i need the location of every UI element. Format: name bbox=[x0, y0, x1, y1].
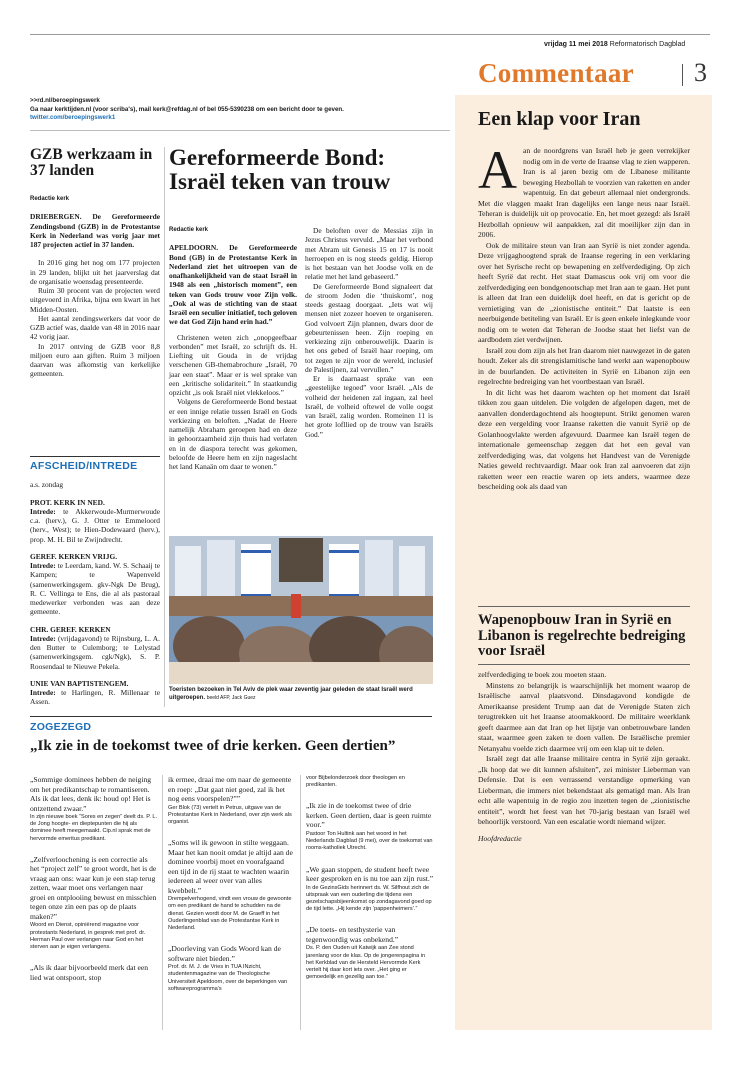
tel-aviv-hall-image bbox=[169, 536, 433, 684]
quote: „We gaan stoppen, de student heeft twee keer gesproken en is nu toe aan zijn rust.” bbox=[306, 864, 434, 884]
dropcap: A bbox=[478, 140, 517, 200]
contact-divider bbox=[30, 130, 450, 131]
afscheid-entry: CHR. GEREF. KERKEN Intrede: (vrijdagavond) te Rijnsburg, L. A. den Butter te Culemborg; te Lelystad (samenwerkingsgem. cgk/Ngk), S. P. Roosendaal te Nieuwe Pekela. bbox=[30, 624, 160, 671]
quote-source: Prof. dr. M. J. de Vries in TUA INzicht, studentenmagazine van de Theologische Universiteit Apeldoorn, over de beperkingen van softwareprogramma’s bbox=[168, 964, 288, 992]
gzb-paragraph: In 2017 ontving de GZB voor 8,8 miljoen euro aan giften. Ruim 3 miljoen daarvan was afkomstig van kerkelijke gemeenten. bbox=[30, 341, 160, 379]
gzb-headline: GZB werkzaam in 37 landen bbox=[30, 146, 153, 179]
contact-instructions: Ga naar kerktijden.nl (voor scriba's), mail kerk@refdag.nl of bel 055-5390238 om een bericht door te geven. bbox=[30, 105, 344, 113]
gzb-article bbox=[30, 195, 160, 379]
afscheid-block bbox=[30, 462, 160, 707]
afscheid-heading: AFSCHEID/INTREDE bbox=[30, 460, 138, 472]
main-headline: Gereformeerde Bond: Israël teken van trouw bbox=[169, 145, 391, 194]
page-number: 3 bbox=[694, 58, 707, 87]
afscheid-rule bbox=[30, 456, 160, 457]
zogezegd-col1 bbox=[30, 775, 158, 983]
quote: „Doorleving van Gods Woord kan de software niet bieden.” bbox=[168, 944, 281, 963]
commentary-paragraph: In dit licht was het daarom wachten op het moment dat Israël tikken zou gaan uitdelen. Die volgden de afgelopen dagen, met de aanvallen donderdagochtend als hoogtepunt. Strikt genomen waren deze een vergelding voor Iraanse raketten die vanuit Syrië op de Golanhoogvlakte werden afgevuurd. Daarmee kan Israël tegen de internationale gemeenschap zeggen dat het een geval van zelfverdediging was, dat volgens het Handvest van de Verenigde Naties geweld rechtvaardigt. Maar ook Iran zal aanvoeren dat zijn raketten weer een reactie waren op iets anders, waarmee deze bescheiding ook als daad van bbox=[478, 387, 690, 491]
section-title: Commentaar bbox=[478, 58, 634, 88]
commentary-paragraph: Aan de noordgrens van Israël heb je geen verrekijker nodig om in de verte de Iraanse vlag te zien wapperen. Iran is al jaren bezig om de Libanese militante beweging Hezbollah te voorzien van raketten en ander wapentuig. En dat gebeurt allemaal niet ondergronds. Met die vlaggen maakt Iran dagelijks een lange neus naar Israël. Teheran is duidelijk uit op provocatie. En, het moet gezegd: als Israël Hezbollah opnieuw wil aanpakken, zal dit moeilijker zijn dan in 2006. bbox=[478, 140, 690, 239]
quote-source: Drempelverhogend, vindt een vrouw de gewoonte om een predikant de hand te schudden na de dienst. Gezien wordt door M. de Graeff in het Ouderlingenblad van de Protestantse Kerk in Nederland. bbox=[168, 896, 292, 931]
main-paragraph: Er is daarnaast sprake van een „geestelijke tegoed” voor Israël. „Als de volheid der heidenen zal ingaan, zal heel Israël, de volheid oftewel de volle oogst van Israël, zalig worden. Romeinen 11 is het grote lofllied op de trouw van Israëls God.” bbox=[305, 374, 433, 439]
zogezegd-label: ZOGEZEGD bbox=[30, 721, 92, 733]
main-paragraph: Volgens de Gereformeerde Bond bestaat er een innige relatie tussen Israël en Gods verkiezing en beloften. „Nadat de Heere namelijk Abraham geroepen had en deze in gehoorzaamheid zijn thuis had verlaten en in de diaspora terecht was gekomen, beloofde de Heere hem en zijn nageslacht het land Kanaän om daar te wonen.” bbox=[169, 397, 297, 471]
afscheid-entry: UNIE VAN BAPTISTENGEM. Intrede: te Harlingen, R. Millenaar te Assen. bbox=[30, 678, 160, 707]
zogezegd-rule bbox=[30, 716, 432, 717]
gzb-paragraph: In 2016 ging het nog om 177 projecten in 29 landen, blijkt uit het jaarverslag dat de organisatie woensdag presenteerde. bbox=[30, 258, 160, 286]
quote-source: voor Bijbelonderzoek door theologen en predikanten. bbox=[306, 775, 405, 789]
afscheid-entry: GEREF. KERKEN VRIJG. Intrede: te Leerdam, kand. W. S. Schaaij te Kampen; te Wapenveld (samenwerkingsgem. gkv-Ngk De Brug), R. C. Vellinga te Ens, die al als pastoraal medewerker verbonden was aan deze gemeente. bbox=[30, 551, 160, 617]
main-lead: APELDOORN. De Gereformeerde Bond (GB) in de Protestantse Kerk in Nederland ziet het uitroepen van de onafhankelijkheid van de staat Israël in 1948 als een „historisch moment”, een teken van Gods trouw voor Zijn volk. „Ook al was de stichting van de staat Israël een seculier initiatief, toch geloven we dat God Zijn hand erin had.” bbox=[169, 243, 297, 327]
pull-quote: Wapenopbouw Iran in Syrië en Libanon is regelrechte bedreiging voor Israël bbox=[478, 612, 686, 659]
commentary-paragraph: Israël zegt dat alle Iraanse militaire centra in Syrië zijn geraakt. „Ik hoop dat we dit kunnen afsluiten”, zei minister Lieberman van Defensie. Dat is een verrassend verstandige opmerking van Lieberman, die immers niet bekendstaat als gematigd man. Als Iran echt alle wapentuig in de regio zou inzetten tegen de „zionistische entiteit”, wordt het feest van het 70-jarig bestaan van Israël wel behoorlijk verstoord. Van een escalatie wordt niemand wijzer. bbox=[478, 754, 690, 826]
pull-rule-bottom bbox=[478, 664, 690, 665]
twitter-link[interactable]: twitter.com/beroepingswerk1 bbox=[30, 114, 116, 121]
main-paragraph: Christenen weten zich „onopgeefbaar verbonden” met Israël, zo schrijft ds. H. Liefting uit Gouda in de vrijdag verschenen GB-themabrochure „Israël, 70 jaar een staat”. Maar er is wel sprake van een „kritische solidariteit.” In staatkundig opzicht „is ook Israël niet vlekkeloos.” bbox=[169, 332, 297, 397]
afscheid-entry: PROT. KERK IN NED. Intrede: te Akkerwoude-Murmerwoude c.a. (herv.), G. J. Otter te Emmeloord (herv., West); te Hien-Dodewaard (herv.), prop. M. H. Bil te Zwijndrecht. bbox=[30, 497, 160, 544]
quote-source: In zijn nieuwe boek “Sores en zegen” deelt ds. P. L. de Jong hoogte- en dieptepunten die hij als dominee heeft meegemaakt. Cip.nl sprak met de hervormde emeritus predikant. bbox=[30, 814, 158, 842]
main-byline: Redactie kerk bbox=[169, 227, 209, 233]
column-divider bbox=[300, 775, 301, 1030]
commentary-body-top bbox=[478, 140, 690, 493]
commentary-body-bottom bbox=[478, 670, 690, 844]
quote-source: Ger Blok (73) vertelt in Petrus, uitgave van de Protestantse Kerk in Nederland, over zijn werk als organist. bbox=[168, 804, 292, 825]
quote: ik ermee, draai me om naar de gemeente en roep: „Dat gaat niet goed, zal ik het nog eens voorspelen?”” bbox=[168, 775, 292, 803]
contact-url[interactable]: >>rd.nl/beroepingswerk bbox=[30, 97, 100, 104]
dateline: vrijdag 11 mei 2018 Reformatorisch Dagblad bbox=[544, 41, 686, 48]
quote: „Ik zie in de toekomst twee of drie kerken. Geen dertien, daar is geen ruimte voor.” bbox=[306, 801, 432, 830]
article-photo bbox=[169, 536, 433, 684]
zogezegd-headline: „Ik zie in de toekomst twee of drie kerken. Geen dertien” bbox=[30, 738, 396, 754]
commentary-paragraph: Israël zou dom zijn als het Iran daarom niet nauwgezet in de gaten houdt. Zeker als dit strengislamitische land werkt aan wapenopbouw in de buurlanden. De activiteiten in Syrië en Libanon zijn een regelrechte bedreiging van het voortbestaan van Israël. bbox=[478, 345, 690, 386]
commentary-paragraph: Ook de militaire steun van Iran aan Syrië is niet zonder agenda. Deze vrijgaghoogtend sprak de Iraanse regering in een verklaring over het Syrische recht op bewapening en zelfverdediging. Op zich heeft Syrië dat recht. Het staat Damascus ook vrij om voor die zelfverdediging een bondgenootschap met Iran aan te gaan. Het punt is alleen dat Iran een duidelijk doel heeft, en dat is gericht op de vernietiging van de „zionistische entiteit.” Dat laatste is een neerbuigende betiteling van Israël. Er is geen enkele inlegkunde voor nodig om te weten dat Teheran de Joodse staat het liefst van de aardbodem ziet verdwijnen. bbox=[478, 240, 690, 344]
top-rule bbox=[30, 34, 710, 35]
gzb-byline: Redactie kerk bbox=[30, 196, 70, 202]
gzb-lead: DRIEBERGEN. De Gereformeerde Zendingsbond (GZB) in de Protestantse Kerk in Nederland was vorig jaar met 187 projecten actief in 37 landen. bbox=[30, 212, 160, 249]
quote: „Als ik daar bijvoorbeeld merk dat een lied wat ontspoort, stop bbox=[30, 963, 149, 982]
afscheid-intro: a.s. zondag bbox=[30, 480, 64, 490]
page-number-separator bbox=[682, 64, 683, 86]
zogezegd-col3 bbox=[306, 775, 434, 993]
quote-source: Woord en Dienst, opiniërend magazine voor protestants Nederland, in gesprek met prof. dr. Herman Paul over verlangen naar God en het sterven aan je eigen verlangens. bbox=[30, 922, 146, 950]
gzb-paragraph: Het aantal zendingswerkers dat voor de GZB actief was, daalde van 48 in 2016 naar 42 vorig jaar. bbox=[30, 313, 160, 342]
column-divider bbox=[162, 775, 163, 1030]
quote: „Sommige dominees hebben de neiging om het predikantschap te romantiseren. Als ik dat lees, denk ik: houd op! Het is ontzettend zwaar.” bbox=[30, 775, 152, 813]
zogezegd-col2 bbox=[168, 775, 296, 1005]
commentary-signature: Hoofdredactie bbox=[478, 833, 522, 843]
pull-rule-top bbox=[478, 606, 690, 607]
quote-source: Pastoor Ton Hultink aan het woord in het Nederlands Dagblad (9 mei), over de toekomst van rooms-katholiek Utrecht. bbox=[306, 830, 433, 852]
quote: „Zelfverloochening is een correctie als het “project zelf” te groot wordt, het is de vraag aan ons: waar kun je een stap terug zetten, waar moet ons verlangen naar groei en ontplooiing bewust en misschien tegen onze zin een pas op de plaats maken?” bbox=[30, 854, 157, 921]
quote: „De toets- en testhysterie van tegenwoordig was onbekend.” bbox=[306, 925, 399, 944]
commentary-paragraph: Minstens zo belangrijk is waarschijnlijk het moment waarop de Israëlische aanval plaatsvond. Dinsdagavond kondigde de Amerikaanse president Trump aan dat de Verenigde Staten zich terugtrekken uit het Iraanse atoomakkoord. De militaire weerklank geeft daarmee aan dat Iran op het lijstje van onbetrouwbare landen staat, waarmee geen zaken te doen vallen. De Israëlische premier Netanyahu voelde zich daarmee vrij om een klap uit te delen. bbox=[478, 680, 690, 753]
contact-block bbox=[30, 97, 450, 123]
column-divider bbox=[164, 147, 165, 707]
main-paragraph: De Gereformeerde Bond signaleert dat de stroom Joden die ‘thuiskomt’, nog steeds gestaag doorgaat. „Iets wat wij mensen niet zozeer hoeven te organiseren. God volvoert Zijn plannen, dwars door de gebeurtenissen heen. Zijn roeping en verkiezing zijn onberouwelijk. Daarin is het ons gebed of Israël haar roeping, om tot zegen te zijn voor de wereld, inclusief de Palestijnen, zal vervullen.” bbox=[305, 281, 433, 374]
commentary-paragraph: zelfverdediging te boek zou moeten staan. bbox=[478, 670, 607, 679]
gzb-paragraph: Ruim 30 procent van de projecten werd uitgevoerd in Afrika, bijna een kwart in het Midden-Oosten. bbox=[30, 286, 160, 314]
commentary-headline: Een klap voor Iran bbox=[478, 108, 641, 130]
main-article-col2 bbox=[305, 226, 433, 439]
photo-caption: Toeristen bezoeken in Tel Aviv de plek waar zeventig jaar geleden de staat Israël werd uitgeroepen. beeld AFP, Jack Guez bbox=[169, 687, 413, 701]
main-paragraph: De beloften over de Messias zijn in Jezus Christus vervuld. „Maar het verbond met Abram uit Genesis 15 en 17 is nooit herroepen en is nog steeds geldig. Hierop is het bestaan van het Joodse volk en de relatie met het land gebaseerd.” bbox=[305, 226, 433, 282]
quote-source: Ds. P. den Ouden uit Katwijk aan Zee stond jarenlang voor de klas. Op de jongerenpagina in het Kerkblad van de Hersteld Hervormde Kerk vertelt hij daar kort iets over. „Het ging er gemoedelijk en gezellig aan toe.” bbox=[306, 945, 426, 981]
quote: „Soms wil ik gewoon in stilte weggaan. Maar het kan nooit omdat je altijd aan de dominee voorbij moet en voorafgaand een tijd in de rij staat te wachten waarin iedereen al weer over van alles kwebbelt.” bbox=[168, 838, 293, 895]
main-article-col1 bbox=[169, 226, 297, 471]
quote-source: In de GezinsGids herinnert ds. W. Silfhout zich de uitspraak van een ouderling die tijdens een gezelschapsbijeenkomst op zondagavond goed op de tijd lette. „Hij kende zijn ‘pappenheimers’.” bbox=[306, 884, 432, 913]
